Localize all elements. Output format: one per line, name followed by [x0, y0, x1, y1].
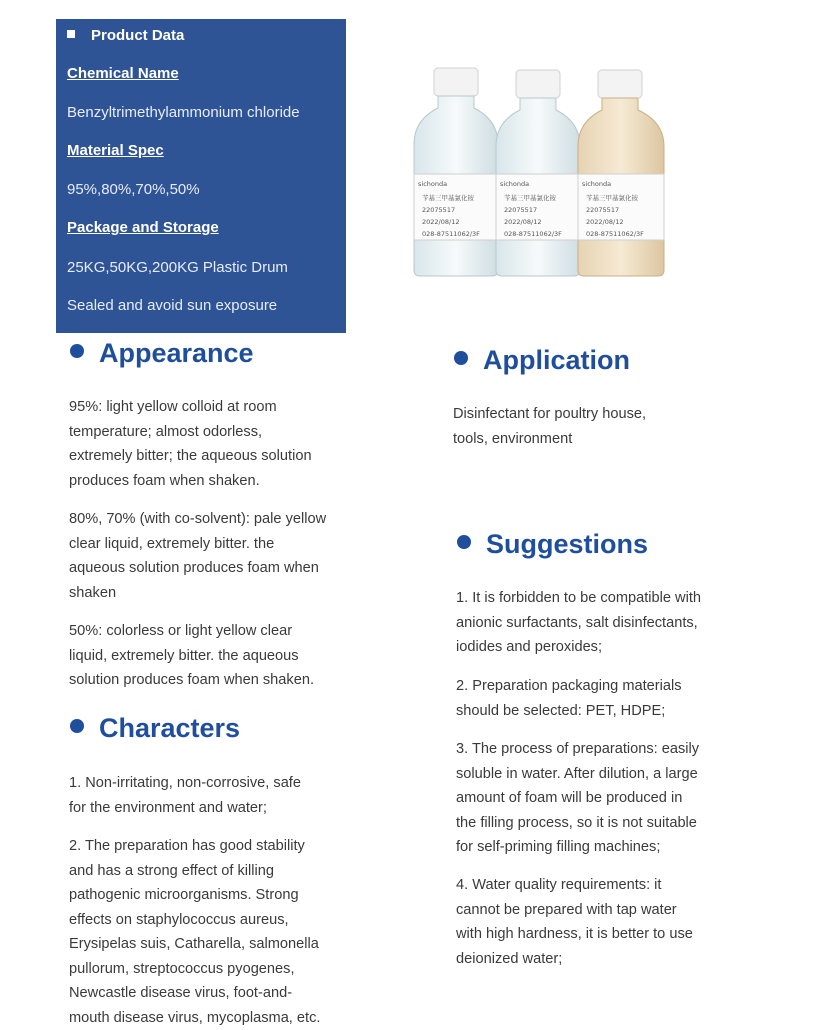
bottle-1-label-line-2: 22075517	[422, 206, 456, 214]
appearance-paragraph-3: 50%: colorless or light yellow clear liquid, extremely bitter. the aqueous solution produces foam when shaken.	[69, 623, 315, 688]
package-value: 25KG,50KG,200KG Plastic Drum	[67, 259, 288, 276]
bullet-dot-icon	[70, 719, 84, 733]
suggestions-paragraph-2: 2. Preparation packaging materials should be selected: PET, HDPE;	[456, 678, 682, 719]
bullet-dot-icon	[70, 344, 84, 358]
bottle-2-label-line-2: 22075517	[504, 206, 538, 214]
characters-heading: Characters	[70, 713, 240, 744]
bottle-2-label-line-4: 028-87511062/3F	[504, 230, 562, 238]
bottle-1-label-line-4: 028-87511062/3F	[422, 230, 480, 238]
bottle-1-label-brand: sichonda	[418, 180, 448, 188]
bottle-1-label-line-1: 苄基三甲基氯化铵	[422, 194, 474, 202]
material-spec-value: 95%,80%,70%,50%	[67, 181, 200, 198]
characters-paragraph-2: 2. The preparation has good stability and has a strong effect of killing pathogenic microorganisms. Strong effects on staphylococcus aureus, Erysipelas suis, Catharella, salmonella pullorum, streptococcus pyogenes, Newcastle disease virus, foot-and- mouth disease virus, mycoplasma, etc.	[69, 838, 321, 1026]
bullet-dot-icon	[457, 535, 471, 549]
appearance-heading: Appearance	[70, 338, 254, 369]
chemical-name-value: Benzyltrimethylammonium chloride	[67, 104, 300, 121]
suggestions-heading: Suggestions	[457, 529, 648, 560]
product-data-box	[56, 19, 346, 333]
product-data-title: Product Data	[67, 27, 184, 44]
appearance-paragraph-2: 80%, 70% (with co-solvent): pale yellow clear liquid, extremely bitter. the aqueous solution produces foam when shaken	[69, 511, 327, 601]
appearance-paragraph-1: 95%: light yellow colloid at room temperature; almost odorless, extremely bitter; the aqueous solution produces foam when shaken.	[69, 399, 312, 489]
square-bullet-icon	[67, 30, 75, 38]
bottle-2	[496, 70, 580, 276]
suggestions-paragraph-4: 4. Water quality requirements: it cannot be prepared with tap water with high hardness, it is better to use deionized water;	[456, 877, 693, 967]
bottle-3-label-line-2: 22075517	[586, 206, 620, 214]
chemical-name-label: Chemical Name	[67, 65, 179, 82]
bottle-3-label-line-4: 028-87511062/3F	[586, 230, 644, 238]
package-storage-label: Package and Storage	[67, 219, 219, 236]
suggestions-paragraph-3: 3. The process of preparations: easily soluble in water. After dilution, a large amount of foam will be produced in the filling process, so it is not suitable for self-priming filling machines;	[456, 741, 700, 855]
bottle-2-label-line-3: 2022/08/12	[504, 218, 542, 226]
bottle-2-label-brand: sichonda	[500, 180, 530, 188]
bottle-1-label-line-3: 2022/08/12	[422, 218, 460, 226]
bottle-3-label-line-3: 2022/08/12	[586, 218, 624, 226]
bottle-2-label-line-1: 苄基三甲基氯化铵	[504, 194, 556, 202]
bottle-3-label-line-1: 苄基三甲基氯化铵	[586, 194, 638, 202]
storage-value: Sealed and avoid sun exposure	[67, 297, 278, 314]
material-spec-label: Material Spec	[67, 142, 164, 159]
bottle-3	[578, 70, 664, 276]
product-bottles-image	[412, 62, 672, 284]
characters-paragraph-1: 1. Non-irritating, non-corrosive, safe for the environment and water;	[69, 775, 301, 816]
application-heading: Application	[454, 345, 630, 376]
bullet-dot-icon	[454, 351, 468, 365]
suggestions-paragraph-1: 1. It is forbidden to be compatible with anionic surfactants, salt disinfectants, iodides and peroxides;	[456, 590, 701, 655]
application-paragraph: Disinfectant for poultry house, tools, environment	[453, 406, 647, 447]
bottle-3-label-brand: sichonda	[582, 180, 612, 188]
bottle-1	[414, 68, 498, 276]
